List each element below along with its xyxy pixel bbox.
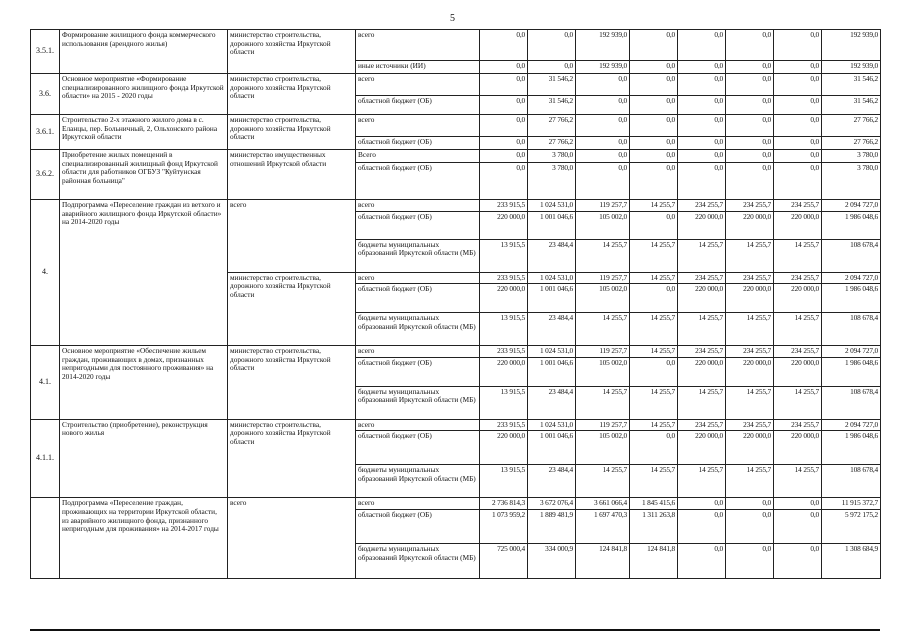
value-cell: 0,0: [726, 543, 774, 578]
value-cell: 0,0: [678, 509, 726, 543]
value-cell: 0,0: [774, 150, 822, 163]
value-cell: 0,0: [774, 509, 822, 543]
value-cell: 105 002,0: [576, 431, 630, 465]
value-cell: 0,0: [576, 115, 630, 137]
value-cell: 234 255,7: [774, 200, 822, 212]
value-cell: 14 255,7: [576, 239, 630, 272]
value-cell: 234 255,7: [774, 419, 822, 431]
item-code-cell: 3.6.: [31, 74, 60, 115]
value-cell: 1 986 048,6: [822, 431, 881, 465]
funding-source-cell: всего: [356, 498, 480, 510]
value-cell: 0,0: [630, 431, 678, 465]
item-code-cell: 3.5.1.: [31, 30, 60, 74]
budget-table: [30, 29, 881, 579]
value-cell: 108 678,4: [822, 465, 881, 498]
value-cell: 220 000,0: [774, 211, 822, 239]
value-cell: 0,0: [678, 74, 726, 96]
value-cell: 2 094 727,0: [822, 200, 881, 212]
executor-cell: всего: [228, 200, 356, 273]
value-cell: 5 972 175,2: [822, 509, 881, 543]
value-cell: 105 002,0: [576, 357, 630, 386]
funding-source-cell: бюджеты муниципальных образований Иркутской области (МБ): [356, 239, 480, 272]
funding-source-cell: бюджеты муниципальных образований Иркутской области (МБ): [356, 543, 480, 578]
value-cell: 14 255,7: [774, 239, 822, 272]
value-cell: 31 546,2: [528, 96, 576, 115]
value-cell: 23 484,4: [528, 313, 576, 346]
value-cell: 14 255,7: [630, 386, 678, 419]
value-cell: 0,0: [726, 137, 774, 150]
value-cell: 220 000,0: [480, 211, 528, 239]
value-cell: 233 915,5: [480, 272, 528, 284]
table-row: [31, 419, 881, 431]
executor-cell: министерство строительства, дорожного хозяйства Иркутской области: [228, 30, 356, 74]
item-code-cell: 3.6.2.: [31, 150, 60, 200]
value-cell: 334 000,9: [528, 543, 576, 578]
value-cell: 1 845 415,6: [630, 498, 678, 510]
value-cell: 0,0: [678, 61, 726, 74]
item-name-cell: Строительство (приобретение), реконструкция нового жилья: [60, 419, 228, 498]
bottom-rule: [30, 629, 880, 631]
value-cell: 220 000,0: [678, 211, 726, 239]
value-cell: 0,0: [630, 284, 678, 313]
value-cell: 0,0: [774, 96, 822, 115]
value-cell: 23 484,4: [528, 465, 576, 498]
table-body: [31, 30, 881, 579]
item-code-cell: [31, 498, 60, 579]
value-cell: 1 889 481,9: [528, 509, 576, 543]
value-cell: 105 002,0: [576, 211, 630, 239]
value-cell: 0,0: [630, 211, 678, 239]
value-cell: 13 915,5: [480, 386, 528, 419]
table-row: [31, 200, 881, 212]
funding-source-cell: всего: [356, 346, 480, 358]
value-cell: 1 311 263,8: [630, 509, 678, 543]
value-cell: 2 736 814,3: [480, 498, 528, 510]
value-cell: 0,0: [480, 163, 528, 200]
value-cell: 220 000,0: [726, 357, 774, 386]
value-cell: 108 678,4: [822, 313, 881, 346]
value-cell: 234 255,7: [726, 419, 774, 431]
value-cell: 0,0: [480, 115, 528, 137]
value-cell: 0,0: [774, 30, 822, 61]
value-cell: 0,0: [576, 150, 630, 163]
value-cell: 233 915,5: [480, 419, 528, 431]
value-cell: 220 000,0: [678, 357, 726, 386]
value-cell: 31 546,2: [528, 74, 576, 96]
value-cell: 1 001 046,6: [528, 357, 576, 386]
value-cell: 3 661 066,4: [576, 498, 630, 510]
value-cell: 220 000,0: [726, 284, 774, 313]
value-cell: 192 939,0: [822, 61, 881, 74]
value-cell: 14 255,7: [774, 465, 822, 498]
item-code-cell: 4.1.: [31, 346, 60, 420]
value-cell: 0,0: [678, 137, 726, 150]
value-cell: 2 094 727,0: [822, 419, 881, 431]
funding-source-cell: всего: [356, 272, 480, 284]
value-cell: 14 255,7: [630, 465, 678, 498]
value-cell: 31 546,2: [822, 74, 881, 96]
value-cell: 2 094 727,0: [822, 272, 881, 284]
value-cell: 105 002,0: [576, 284, 630, 313]
value-cell: 27 766,2: [528, 137, 576, 150]
value-cell: 14 255,7: [630, 346, 678, 358]
value-cell: 1 024 531,0: [528, 272, 576, 284]
value-cell: 0,0: [678, 163, 726, 200]
table-row: [31, 150, 881, 163]
item-name-cell: Строительство 2-х этажного жилого дома в с. Еланцы, пер. Больничный, 2, Ольхонского района Иркутской области: [60, 115, 228, 150]
value-cell: 0,0: [630, 137, 678, 150]
value-cell: 0,0: [726, 498, 774, 510]
value-cell: 14 255,7: [630, 200, 678, 212]
funding-source-cell: областной бюджет (ОБ): [356, 96, 480, 115]
value-cell: 1 697 470,3: [576, 509, 630, 543]
value-cell: 0,0: [528, 30, 576, 61]
item-name-cell: Основное мероприятие «Формирование специализированного жилищного фонда Иркутской области» на 2015 - 2020 годы: [60, 74, 228, 115]
value-cell: 0,0: [774, 61, 822, 74]
value-cell: 1 308 684,9: [822, 543, 881, 578]
item-name-cell: Подпрограмма «Переселение граждан, проживающих на территории Иркутской области, из аварийного жилищного фонда, признанного непригодным для проживания» на 2014-2017 годы: [60, 498, 228, 579]
table-row: [31, 115, 881, 137]
value-cell: 0,0: [726, 509, 774, 543]
value-cell: 1 073 959,2: [480, 509, 528, 543]
item-name-cell: Основное мероприятие «Обеспечение жильем граждан, проживающих в домах, признанных непригодными для постоянного проживания» на 2014-2020 годы: [60, 346, 228, 420]
value-cell: 1 024 531,0: [528, 419, 576, 431]
item-name-cell: Приобретение жилых помещений в специализированный жилищный фонд Иркутской области для работников ОГБУЗ "Куйтунская районная больница": [60, 150, 228, 200]
value-cell: 14 255,7: [678, 465, 726, 498]
value-cell: 234 255,7: [726, 200, 774, 212]
value-cell: 14 255,7: [678, 313, 726, 346]
value-cell: 0,0: [774, 115, 822, 137]
value-cell: 220 000,0: [774, 431, 822, 465]
value-cell: 234 255,7: [678, 272, 726, 284]
table-row: [31, 30, 881, 61]
value-cell: 0,0: [678, 30, 726, 61]
value-cell: 0,0: [480, 150, 528, 163]
value-cell: 192 939,0: [576, 61, 630, 74]
value-cell: 234 255,7: [678, 419, 726, 431]
value-cell: 220 000,0: [726, 431, 774, 465]
value-cell: 108 678,4: [822, 239, 881, 272]
table-row: [31, 346, 881, 358]
value-cell: 119 257,7: [576, 200, 630, 212]
value-cell: 0,0: [630, 96, 678, 115]
value-cell: 0,0: [630, 150, 678, 163]
value-cell: 234 255,7: [726, 346, 774, 358]
value-cell: 234 255,7: [726, 272, 774, 284]
value-cell: 0,0: [630, 115, 678, 137]
value-cell: 0,0: [774, 137, 822, 150]
value-cell: 0,0: [630, 357, 678, 386]
value-cell: 0,0: [576, 163, 630, 200]
value-cell: 220 000,0: [774, 284, 822, 313]
value-cell: 14 255,7: [726, 239, 774, 272]
value-cell: 0,0: [726, 115, 774, 137]
value-cell: 233 915,5: [480, 200, 528, 212]
value-cell: 3 780,0: [822, 163, 881, 200]
value-cell: 233 915,5: [480, 346, 528, 358]
value-cell: 0,0: [678, 115, 726, 137]
funding-source-cell: всего: [356, 419, 480, 431]
value-cell: 0,0: [630, 30, 678, 61]
value-cell: 1 986 048,6: [822, 211, 881, 239]
value-cell: 14 255,7: [726, 386, 774, 419]
value-cell: 725 000,4: [480, 543, 528, 578]
funding-source-cell: всего: [356, 115, 480, 137]
value-cell: 220 000,0: [480, 357, 528, 386]
value-cell: 220 000,0: [726, 211, 774, 239]
value-cell: 14 255,7: [630, 419, 678, 431]
executor-cell: министерство строительства, дорожного хозяйства Иркутской области: [228, 74, 356, 115]
value-cell: 13 915,5: [480, 313, 528, 346]
value-cell: 220 000,0: [480, 431, 528, 465]
value-cell: 119 257,7: [576, 346, 630, 358]
page-number: 5: [450, 13, 455, 24]
value-cell: 13 915,5: [480, 239, 528, 272]
value-cell: 0,0: [678, 96, 726, 115]
value-cell: 14 255,7: [576, 313, 630, 346]
value-cell: 0,0: [480, 30, 528, 61]
value-cell: 220 000,0: [774, 357, 822, 386]
value-cell: 23 484,4: [528, 239, 576, 272]
value-cell: 0,0: [678, 543, 726, 578]
value-cell: 1 001 046,6: [528, 284, 576, 313]
funding-source-cell: областной бюджет (ОБ): [356, 137, 480, 150]
executor-cell: министерство строительства, дорожного хозяйства Иркутской области: [228, 419, 356, 498]
funding-source-cell: бюджеты муниципальных образований Иркутской области (МБ): [356, 313, 480, 346]
value-cell: 31 546,2: [822, 96, 881, 115]
value-cell: 119 257,7: [576, 272, 630, 284]
value-cell: 13 915,5: [480, 465, 528, 498]
value-cell: 14 255,7: [678, 239, 726, 272]
value-cell: 192 939,0: [822, 30, 881, 61]
funding-source-cell: областной бюджет (ОБ): [356, 284, 480, 313]
funding-source-cell: Всего: [356, 150, 480, 163]
value-cell: 27 766,2: [822, 137, 881, 150]
funding-source-cell: областной бюджет (ОБ): [356, 431, 480, 465]
value-cell: 14 255,7: [774, 313, 822, 346]
funding-source-cell: всего: [356, 74, 480, 96]
value-cell: 14 255,7: [678, 386, 726, 419]
value-cell: 0,0: [774, 163, 822, 200]
value-cell: 234 255,7: [774, 272, 822, 284]
value-cell: 3 780,0: [528, 150, 576, 163]
value-cell: 1 986 048,6: [822, 357, 881, 386]
item-name-cell: Формирование жилищного фонда коммерческого использования (арендного жилья): [60, 30, 228, 74]
value-cell: 0,0: [630, 74, 678, 96]
funding-source-cell: областной бюджет (ОБ): [356, 163, 480, 200]
value-cell: 0,0: [726, 96, 774, 115]
value-cell: 3 780,0: [528, 163, 576, 200]
value-cell: 27 766,2: [528, 115, 576, 137]
funding-source-cell: областной бюджет (ОБ): [356, 509, 480, 543]
value-cell: 0,0: [576, 96, 630, 115]
value-cell: 108 678,4: [822, 386, 881, 419]
value-cell: 119 257,7: [576, 419, 630, 431]
value-cell: 0,0: [726, 74, 774, 96]
value-cell: 1 024 531,0: [528, 200, 576, 212]
funding-source-cell: областной бюджет (ОБ): [356, 211, 480, 239]
executor-cell: министерство имущественных отношений Иркутской области: [228, 150, 356, 200]
item-code-cell: 4.: [31, 200, 60, 346]
executor-cell: министерство строительства, дорожного хозяйства Иркутской области: [228, 272, 356, 346]
value-cell: 14 255,7: [630, 313, 678, 346]
value-cell: 234 255,7: [774, 346, 822, 358]
value-cell: 124 841,8: [576, 543, 630, 578]
value-cell: 0,0: [726, 61, 774, 74]
value-cell: 14 255,7: [726, 313, 774, 346]
table-row: [31, 74, 881, 96]
value-cell: 124 841,8: [630, 543, 678, 578]
funding-source-cell: всего: [356, 200, 480, 212]
value-cell: 23 484,4: [528, 386, 576, 419]
value-cell: 3 672 076,4: [528, 498, 576, 510]
value-cell: 0,0: [480, 74, 528, 96]
value-cell: 27 766,2: [822, 115, 881, 137]
value-cell: 14 255,7: [630, 239, 678, 272]
funding-source-cell: иные источники (ИИ): [356, 61, 480, 74]
value-cell: 0,0: [630, 163, 678, 200]
executor-cell: министерство строительства, дорожного хозяйства Иркутской области: [228, 346, 356, 420]
value-cell: 192 939,0: [576, 30, 630, 61]
value-cell: 0,0: [774, 74, 822, 96]
item-name-cell: Подпрограмма «Переселение граждан из ветхого и аварийного жилищного фонда Иркутской области» на 2014-2020 годы: [60, 200, 228, 346]
value-cell: 0,0: [630, 61, 678, 74]
value-cell: 1 001 046,6: [528, 431, 576, 465]
value-cell: 14 255,7: [576, 465, 630, 498]
value-cell: 234 255,7: [678, 200, 726, 212]
item-code-cell: 4.1.1.: [31, 419, 60, 498]
value-cell: 0,0: [480, 96, 528, 115]
funding-source-cell: всего: [356, 30, 480, 61]
value-cell: 0,0: [774, 543, 822, 578]
table-row: [31, 498, 881, 510]
value-cell: 0,0: [678, 150, 726, 163]
value-cell: 0,0: [678, 498, 726, 510]
executor-cell: министерство строительства, дорожного хозяйства Иркутской области: [228, 115, 356, 150]
value-cell: 0,0: [576, 74, 630, 96]
funding-source-cell: бюджеты муниципальных образований Иркутской области (МБ): [356, 386, 480, 419]
funding-source-cell: областной бюджет (ОБ): [356, 357, 480, 386]
executor-cell: всего: [228, 498, 356, 579]
value-cell: 1 024 531,0: [528, 346, 576, 358]
value-cell: 220 000,0: [678, 284, 726, 313]
value-cell: 1 001 046,6: [528, 211, 576, 239]
value-cell: 2 094 727,0: [822, 346, 881, 358]
value-cell: 0,0: [576, 137, 630, 150]
value-cell: 14 255,7: [774, 386, 822, 419]
funding-source-cell: бюджеты муниципальных образований Иркутской области (МБ): [356, 465, 480, 498]
value-cell: 0,0: [480, 137, 528, 150]
value-cell: 0,0: [480, 61, 528, 74]
value-cell: 1 986 048,6: [822, 284, 881, 313]
item-code-cell: 3.6.1.: [31, 115, 60, 150]
value-cell: 14 255,7: [726, 465, 774, 498]
value-cell: 11 915 372,7: [822, 498, 881, 510]
value-cell: 14 255,7: [576, 386, 630, 419]
value-cell: 0,0: [528, 61, 576, 74]
value-cell: 0,0: [726, 163, 774, 200]
value-cell: 220 000,0: [480, 284, 528, 313]
value-cell: 0,0: [726, 30, 774, 61]
value-cell: 220 000,0: [678, 431, 726, 465]
value-cell: 0,0: [774, 498, 822, 510]
value-cell: 0,0: [726, 150, 774, 163]
value-cell: 14 255,7: [630, 272, 678, 284]
value-cell: 234 255,7: [678, 346, 726, 358]
value-cell: 3 780,0: [822, 150, 881, 163]
